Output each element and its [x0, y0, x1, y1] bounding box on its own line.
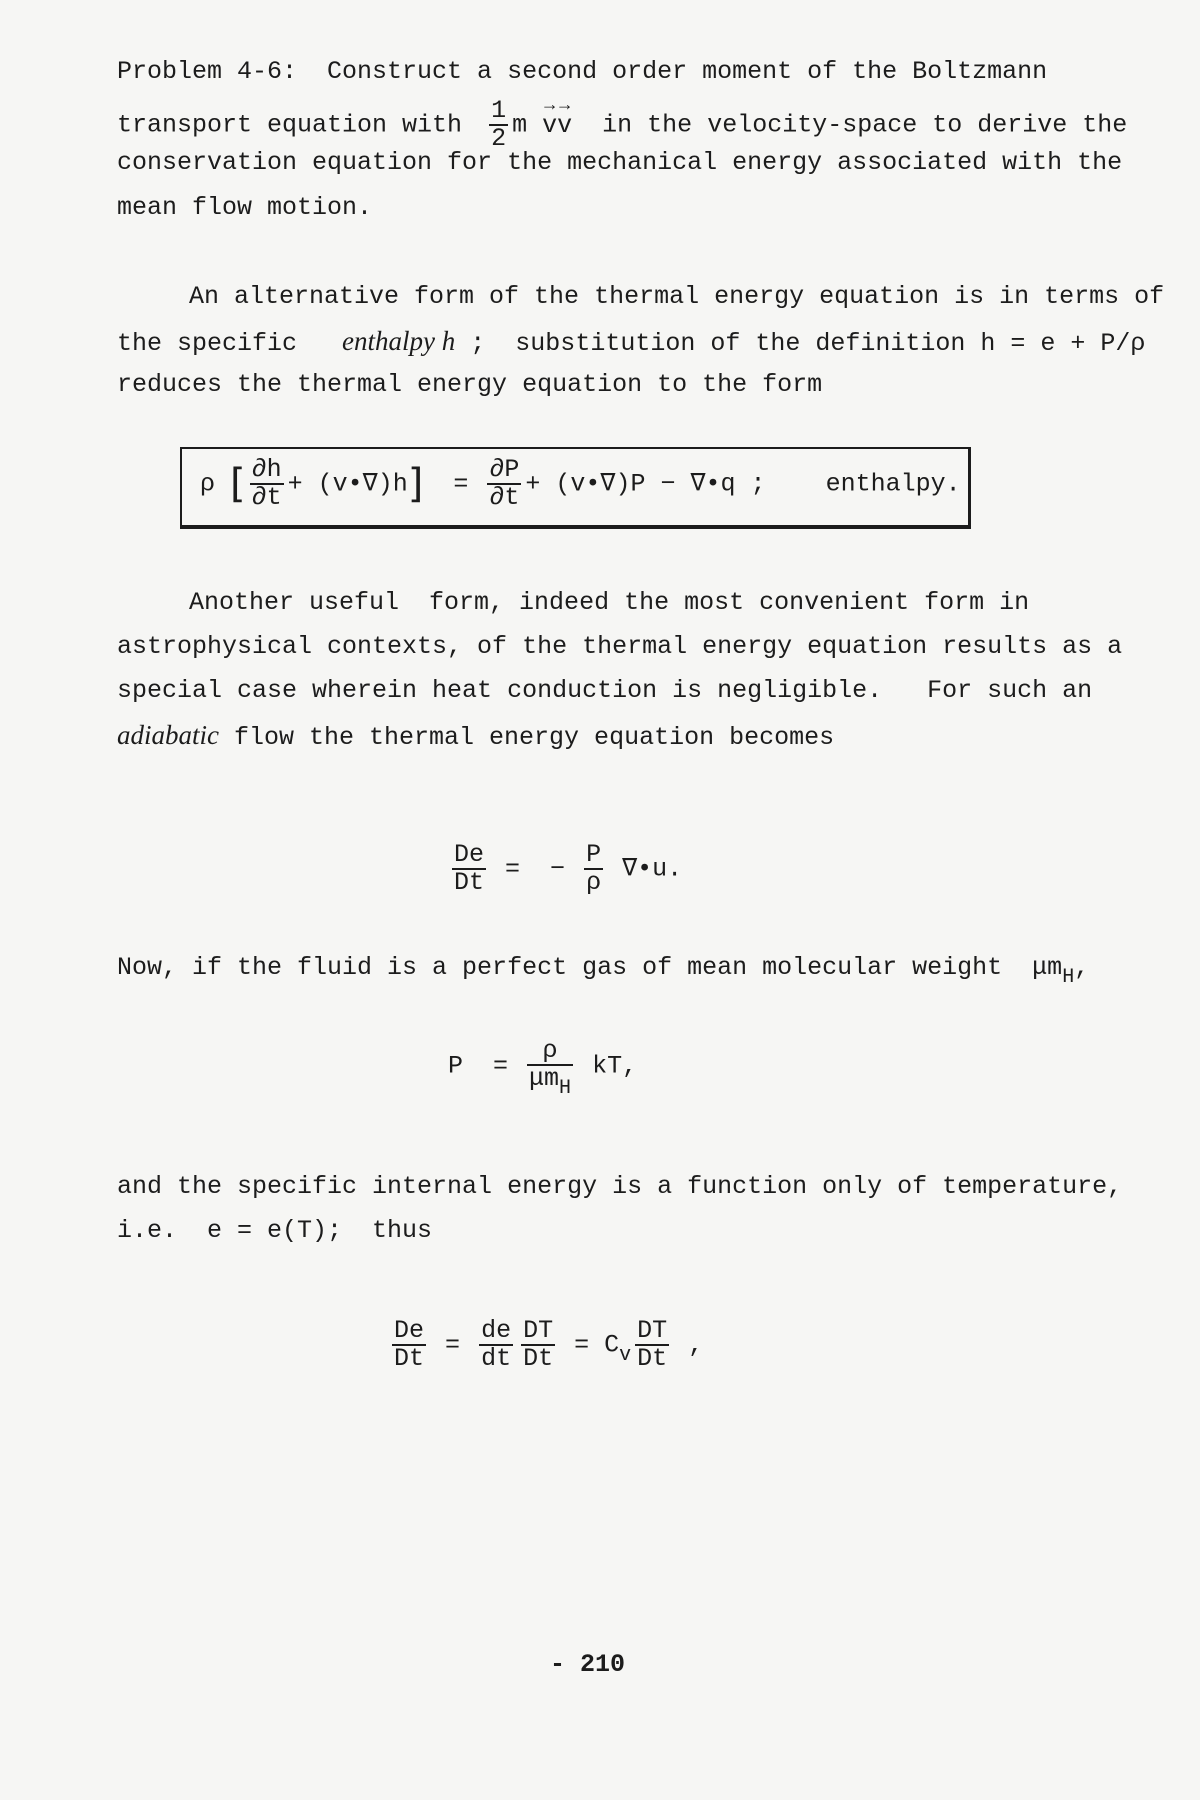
enthalpy-para-line-2-start: the specific — [117, 329, 298, 358]
half-fraction — [489, 98, 508, 152]
problem-line-2-start: transport equation with — [117, 110, 463, 140]
adiabatic-para-line-3: special case wherein heat conduction is negligible. For such an — [117, 676, 1093, 705]
kT-term: kT, — [592, 1051, 638, 1081]
boxed-enthalpy-equation — [180, 447, 971, 529]
enthalpy-italic-term: enthalpy h — [342, 326, 456, 356]
DT-numerator: DT — [523, 1316, 554, 1345]
Dt-den-2: Dt — [394, 1344, 425, 1373]
enthalpy-para-line-3: reduces the thermal energy equation to the form — [117, 370, 823, 399]
velocity-vector-1: → v — [542, 111, 557, 141]
rho-denominator: ρ — [586, 868, 602, 897]
enthalpy-para-line-2 — [117, 326, 1145, 359]
ideal-gas-equation — [448, 1036, 638, 1100]
problem-line-2 — [117, 98, 1127, 152]
v-subscript: v — [619, 1343, 632, 1367]
specific-heat-equation — [388, 1318, 703, 1372]
problem-line-1: Problem 4-6: Construct a second order moment of the Boltzmann — [117, 57, 1048, 86]
perfect-gas-line — [117, 953, 1090, 989]
enthalpy-para-line-2-end: ; substitution of the definition h = e + P/ρ — [470, 329, 1146, 358]
H-den-subscript: H — [559, 1077, 572, 1100]
dt2-denominator: ∂t — [489, 483, 520, 512]
perfect-gas-comma: , — [1074, 953, 1090, 982]
dt-denominator: ∂t — [251, 483, 282, 512]
page-number: - 210 — [550, 1650, 626, 1679]
De-Dt-fraction — [452, 842, 486, 896]
adiabatic-energy-equation — [448, 842, 682, 896]
adiabatic-italic-term: adiabatic — [117, 720, 219, 750]
rho-numerator: ρ — [527, 1038, 573, 1066]
dP-numerator: ∂P — [489, 455, 520, 484]
De-numerator: De — [454, 840, 485, 869]
De-Dt-fraction-2 — [392, 1318, 426, 1372]
adiabatic-para-line-2: astrophysical contexts, of the thermal energy equation results as a — [117, 632, 1123, 661]
mu-mH-denominator — [527, 1064, 573, 1100]
problem-line-3: conservation equation for the mechanical energy associated with the — [117, 148, 1123, 177]
DT-Dt-fraction-2 — [635, 1318, 669, 1372]
problem-line-2-end: in the velocity-space to derive the — [602, 110, 1128, 140]
P-numerator: P — [586, 840, 602, 869]
rho-mu-fraction — [527, 1036, 573, 1100]
left-bracket: [ — [230, 461, 246, 507]
equation3-comma: , — [688, 1330, 704, 1360]
DT-numerator-2: DT — [637, 1316, 668, 1345]
enthalpy-para-line-1: An alternative form of the thermal energy equation is in terms of — [189, 282, 1165, 311]
adiabatic-para-line-4-end: flow the thermal energy equation becomes — [219, 723, 835, 752]
equals-sign: = — [453, 469, 469, 499]
mass-symbol: m — [512, 110, 528, 140]
perfect-gas-text: Now, if the fluid is a perfect gas of mean molecular weight — [117, 953, 1003, 982]
adiabatic-para-line-4 — [117, 720, 834, 753]
mu-m-den: μm — [529, 1064, 560, 1093]
dP-dt-fraction — [487, 457, 521, 511]
equals-1: = — [445, 1330, 461, 1360]
P-rho-fraction — [584, 842, 603, 896]
Dt-den-4: Dt — [637, 1344, 668, 1373]
equals-2: = — [574, 1330, 590, 1360]
mu-m-symbol: μm — [1032, 953, 1063, 982]
Dt-den-3: Dt — [523, 1344, 554, 1373]
dh-dt-fraction — [250, 457, 284, 511]
lhs-convective-term: + (v•∇)h — [287, 469, 408, 499]
de-numerator: de — [481, 1316, 512, 1345]
Dt-denominator: Dt — [454, 868, 485, 897]
dt-denominator-lower: dt — [481, 1344, 512, 1373]
P-equals: P = — [448, 1051, 509, 1081]
C-symbol: C — [604, 1330, 620, 1360]
de-dt-fraction — [479, 1318, 513, 1372]
velocity-vector-2: → v — [557, 111, 572, 141]
internal-energy-line-1: and the specific internal energy is a function only of temperature, — [117, 1172, 1123, 1201]
adiabatic-para-line-1: Another useful form, indeed the most convenient form in — [189, 588, 1030, 617]
half-denominator: 2 — [491, 124, 507, 153]
boxed-equation-content — [200, 457, 961, 511]
equation-label: enthalpy. — [825, 469, 961, 499]
De-num-2: De — [394, 1316, 425, 1345]
H-subscript: H — [1062, 966, 1075, 989]
internal-energy-line-2: i.e. e = e(T); thus — [117, 1216, 433, 1245]
half-numerator: 1 — [491, 96, 507, 125]
DT-Dt-fraction — [521, 1318, 555, 1372]
rho-symbol: ρ — [200, 469, 216, 499]
problem-line-4: mean flow motion. — [117, 193, 373, 222]
divergence-u-term: ∇•u. — [622, 854, 683, 884]
right-bracket: ] — [407, 461, 424, 507]
dh-numerator: ∂h — [251, 455, 282, 484]
rhs-terms: + (v•∇)P − ∇•q ; — [525, 469, 766, 499]
equals-minus: = − — [505, 854, 566, 884]
